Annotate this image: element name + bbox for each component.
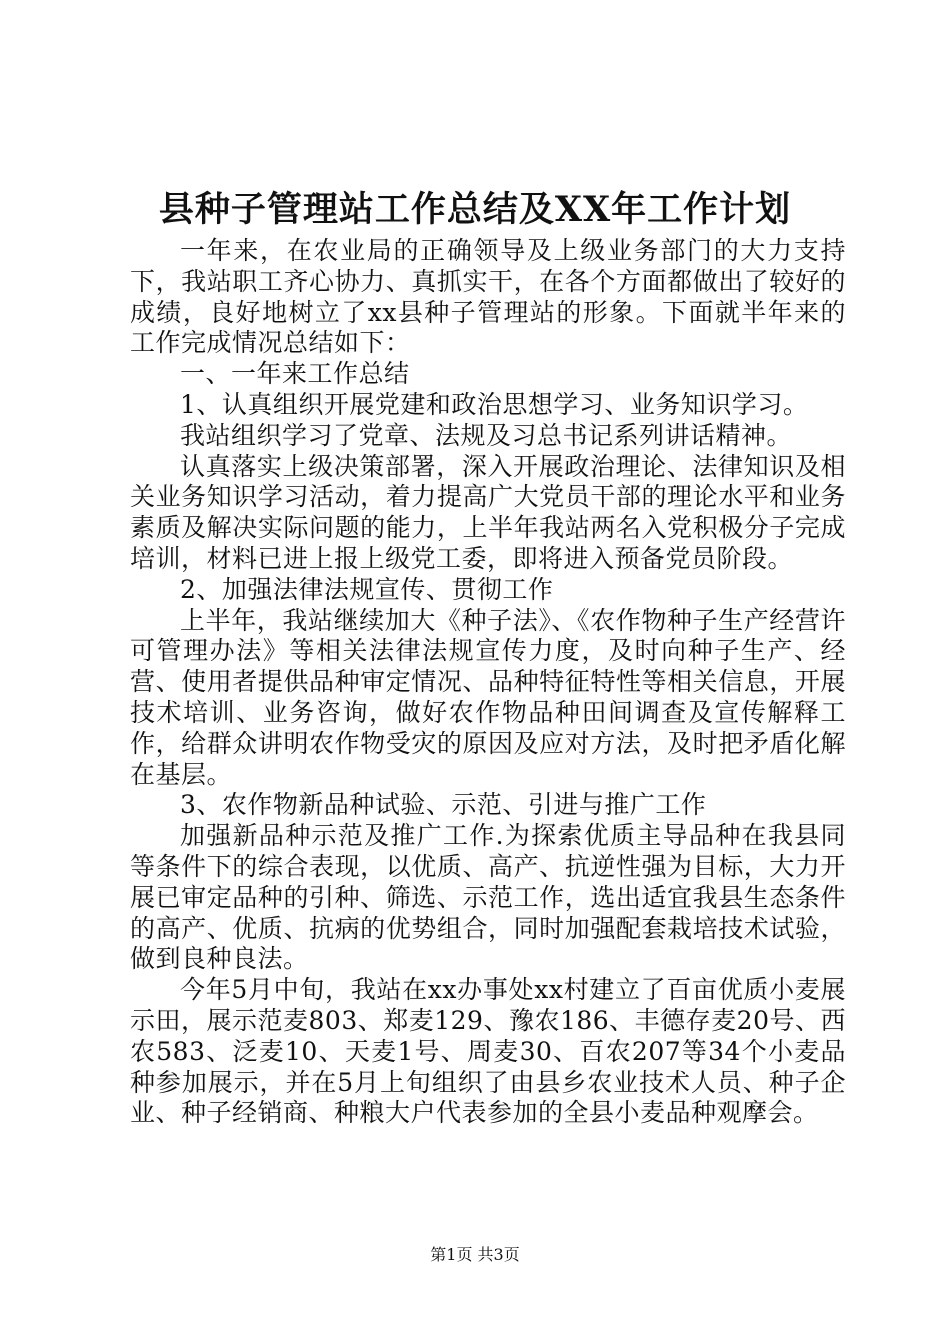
section-heading-summary: 一、一年来工作总结 (180, 359, 410, 389)
subheading-party-study: 1、认真组织开展党建和政治思想学习、业务知识学习。 (180, 389, 809, 419)
paragraph-law-promotion: 上半年，我站继续加大《种子法》、《农作物种子生产经营许可管理办法》等相关法律法规宣传力度，及时向种子生产、经营、使用者提供品种审定情况、品种特征特性等相关信息，开展技术培训、业务咨询，做好农作物品种田间调查及宣传解释工作，给群众讲明农作物受灾的原因及应对方法，及时把矛盾化解在基层。 (130, 605, 846, 789)
paragraph-new-varieties: 加强新品种示范及推广工作.为探索优质主导品种在我县同等条件下的综合表现，以优质、高产、抗逆性强为目标，大力开展已审定品种的引种、筛选、示范工作，选出适宜我县生态条件的高产、优质、抗病的优势组合，同时加强配套栽培技术试验，做到良种良法。 (130, 821, 846, 974)
subheading-law-promotion: 2、加强法律法规宣传、贯彻工作 (180, 574, 554, 604)
paragraph-wheat-demo: 今年5月中旬，我站在xx办事处xx村建立了百亩优质小麦展示田，展示范麦803、郑麦129、豫农186、丰德存麦20号、西农583、泛麦10、天麦1号、周麦30、百农207等34个小麦品种参加展示，并在5月上旬组织了由县乡农业技术人员、种子企业、种子经销商、种粮大户代表参加的全县小麦品种观摩会。 (130, 975, 846, 1128)
paragraph-intro: 一年来，在农业局的正确领导及上级业务部门的大力支持下，我站职工齐心协力、真抓实干，在各个方面都做出了较好的成绩，良好地树立了xx县种子管理站的形象。下面就半年来的工作完成情况总结如下： (130, 236, 846, 358)
document-title: 县种子管理站工作总结及XX年工作计划 (158, 189, 792, 230)
page-number-footer: 第1页 共3页 (430, 1245, 520, 1264)
document-body (130, 236, 846, 1129)
paragraph-study: 我站组织学习了党章、法规及习总书记系列讲话精神。 (180, 420, 793, 450)
paragraph-implementation: 认真落实上级决策部署，深入开展政治理论、法律知识及相关业务知识学习活动，着力提高广大党员干部的理论水平和业务素质及解决实际问题的能力，上半年我站两名入党积极分子完成培训，材料已进上报上级党工委，即将进入预备党员阶段。 (130, 451, 846, 573)
subheading-new-varieties: 3、农作物新品种试验、示范、引进与推广工作 (180, 790, 707, 820)
